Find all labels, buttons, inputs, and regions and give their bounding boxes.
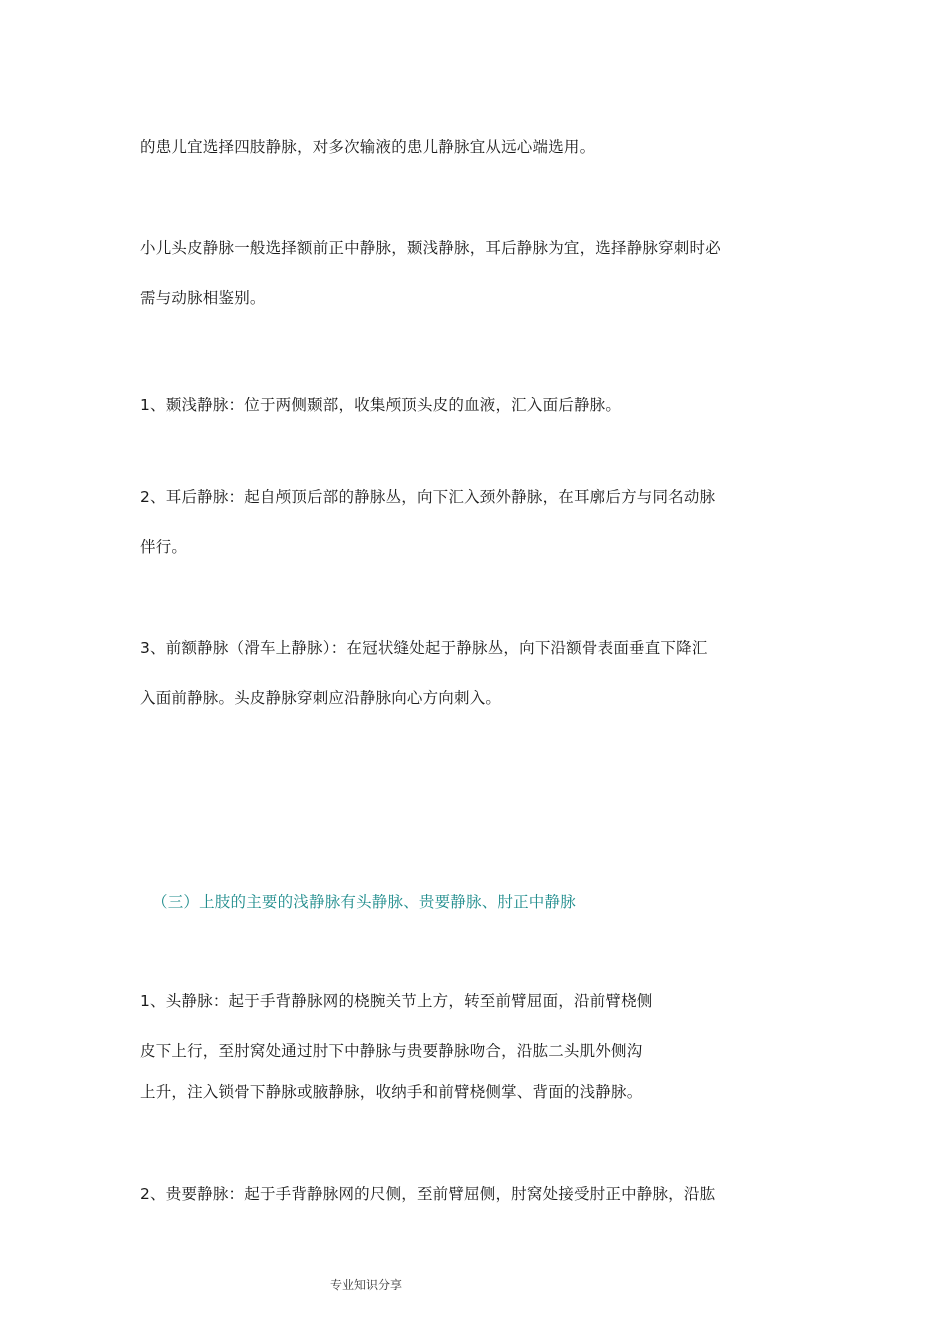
paragraph-line: 伴行。 <box>140 538 188 556</box>
paragraph-line: 1、头静脉：起于手背静脉网的桡腕关节上方，转至前臂屈面，沿前臂桡侧 <box>140 992 653 1010</box>
paragraph-line: 入面前静脉。头皮静脉穿刺应沿静脉向心方向刺入。 <box>140 689 502 707</box>
paragraph-line: 2、贵要静脉：起于手背静脉网的尺侧，至前臂屈侧，肘窝处接受肘正中静脉，沿肱 <box>140 1185 716 1203</box>
paragraph-line: 上升，注入锁骨下静脉或腋静脉，收纳手和前臂桡侧掌、背面的浅静脉。 <box>140 1083 643 1101</box>
paragraph-line: 需与动脉相鉴别。 <box>140 289 266 307</box>
paragraph-line: 1、颞浅静脉：位于两侧颞部，收集颅顶头皮的血液，汇入面后静脉。 <box>140 396 622 414</box>
paragraph-line: 皮下上行，至肘窝处通过肘下中静脉与贵要静脉吻合，沿肱二头肌外侧沟 <box>140 1042 643 1060</box>
paragraph-line: 小儿头皮静脉一般选择额前正中静脉，颞浅静脉，耳后静脉为宜，选择静脉穿刺时必 <box>140 239 721 257</box>
paragraph-line: 2、耳后静脉：起自颅顶后部的静脉丛，向下汇入颈外静脉，在耳廓后方与同名动脉 <box>140 488 716 506</box>
page-footer: 专业知识分享 <box>330 1278 403 1292</box>
paragraph-line: 3、前额静脉（滑车上静脉）：在冠状缝处起于静脉丛，向下沿额骨表面垂直下降汇 <box>140 639 708 657</box>
paragraph-line: 的患儿宜选择四肢静脉，对多次输液的患儿静脉宜从远心端选用。 <box>140 138 596 156</box>
section-heading: （三）上肢的主要的浅静脉有头静脉、贵要静脉、肘正中静脉 <box>152 893 576 911</box>
